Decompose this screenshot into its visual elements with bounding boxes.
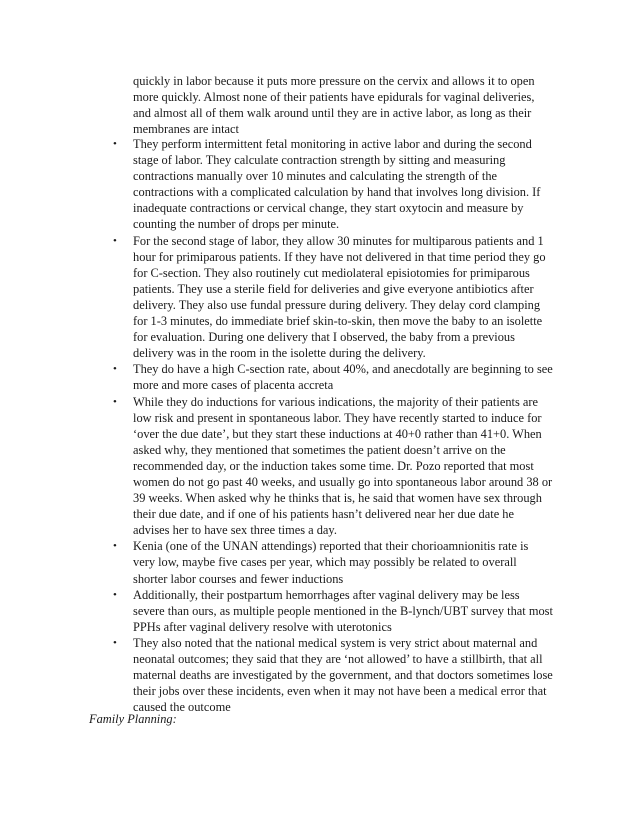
bullet-icon: • [113,395,117,408]
list-item-text: Kenia (one of the UNAN attendings) reported that their chorioamnionitis rate is very low, maybe five cases per year, which may possibly be related to overall shorter labor courses and fewer inductions [133,539,529,586]
bullet-icon: • [113,636,117,649]
continuation-paragraph: quickly in labor because it puts more pressure on the cervix and allows it to open more quickly. Almost none of their patients have epidurals for vaginal deliveries, and almost all of them walk around until they are in active labor, as long as their membranes are intact [133,74,535,137]
list-item [113,361,553,393]
list-item-text: They also noted that the national medical system is very strict about maternal and neonatal outcomes; they said that they are ‘not allowed’ to have a stillbirth, that all maternal deaths are investigated by the government, and that doctors sometimes lose their jobs over these incidents, even when it may not have been a medical error that caused the outcome [133,635,553,715]
list-item-text: While they do inductions for various indications, the majority of their patients are low risk and present in spontaneous labor. They have recently started to induce for ‘over the due date’, but they start these inductions at 40+0 rather than 41+0. When asked why, they mentioned that sometimes the patient doesn’t arrive on the recommended day, or the induction takes some time. Dr. Pozo reported that most women do not go past 40 weeks, and usually go into spontaneous labor around 38 or 39 weeks. When asked why he thinks that is, he said that women have sex through their due date, and if one of his patients hasn’t delivered near her due date he advises her to have sex three times a day. [133,394,553,538]
list-item-text: They do have a high C-section rate, about 40%, and anecdotally are beginning to see more and more cases of placenta accreta [133,362,553,393]
bullet-icon: • [113,363,117,376]
bullet-icon: • [113,138,117,150]
list-item [113,233,553,362]
list-item-text: They perform intermittent fetal monitoring in active labor and during the second stage of labor. They calculate contraction strength by sitting and measuring contractions manually over 10 minutes and calculating the strength of the contractions with a complicated calculation by hand that involves long division. If inadequate contractions or cervical change, they start oxytocin and measure by counting the number of drops per minute. [133,137,541,232]
bullet-icon: • [113,540,117,553]
list-item-text: Additionally, their postpartum hemorrhages after vaginal delivery may be less severe than ours, as multiple people mentioned in the B-lynch/UBT survey that most PPHs after vaginal delivery resolve with uterotonics [133,587,553,634]
bullet-icon: • [113,234,117,247]
section-heading-family-planning: Family Planning: [89,712,177,726]
bullet-icon: • [113,588,117,601]
list-item [113,136,553,233]
list-item [113,538,553,586]
list-item [113,635,553,715]
list-item [113,587,553,635]
list-item-text: For the second stage of labor, they allow 30 minutes for multiparous patients and 1 hour for primiparous patients. If they have not delivered in that time period they go for C-section. They also routinely cut mediolateral episiotomies for primiparous patients. They use a sterile field for deliveries and give everyone antibiotics after delivery. They also use fundal pressure during delivery. They delay cord clamping for 1-3 minutes, do immediate brief skin-to-skin, then move the baby to an isolette for evaluation. During one delivery that I observed, the baby from a previous delivery was in the room in the isolette during the delivery. [133,233,546,361]
list-item [113,394,553,539]
bullet-list [113,136,553,715]
